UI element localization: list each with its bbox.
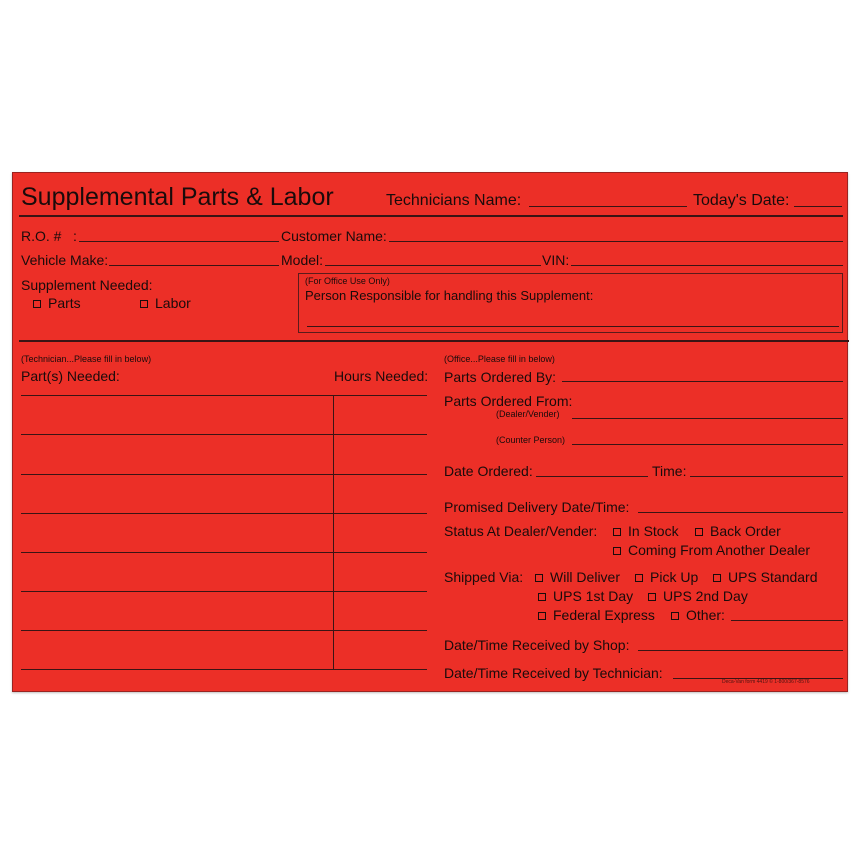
ro-field[interactable] [79,241,279,242]
coming-from-another-dealer-checkbox[interactable] [613,547,621,555]
parts-grid-row-line [21,591,427,592]
parts-needed-label: Part(s) Needed: [21,368,120,384]
technician-note: (Technician...Please fill in below) [21,354,152,364]
form-title: Supplemental Parts & Labor [21,183,334,211]
todays-date-label: Today's Date: [693,192,790,209]
in-stock-label: In Stock [628,523,679,539]
received-by-shop-field[interactable] [638,650,843,651]
parts-grid-row-line [21,669,427,670]
back-order-label: Back Order [710,523,781,539]
date-ordered-label: Date Ordered: [444,463,533,479]
parts-grid-row-line [21,395,427,396]
promised-delivery-field[interactable] [638,512,843,513]
technicians-name-label: Technicians Name: [386,192,522,209]
status-coming-from-another-dealer-option[interactable] [613,543,810,557]
model-field[interactable] [325,265,541,266]
status-label: Status At Dealer/Vender: [444,523,598,539]
shipped-ups-standard-option[interactable] [713,570,818,584]
footer-code: Deca-Van form 4419 © 1-800/367-8576 [722,679,810,685]
coming-from-another-dealer-label: Coming From Another Dealer [628,542,811,558]
shipped-ups-2nd-day-option[interactable] [648,589,748,603]
other-checkbox[interactable] [671,612,679,620]
parts-grid-row-line [21,513,427,514]
office-use-note: (For Office Use Only) [305,276,390,286]
parts-ordered-by-label: Parts Ordered By: [444,369,557,385]
section-divider [19,340,849,342]
customer-name-label: Customer Name: [281,228,387,244]
person-responsible-label: Person Responsible for handling this Supplement: [305,288,594,303]
counter-person-label: (Counter Person) [496,435,566,445]
in-stock-checkbox[interactable] [613,528,621,536]
received-by-technician-label: Date/Time Received by Technician: [444,665,663,681]
dealer-vender-label: (Dealer/Vender) [496,409,560,419]
ups-2nd-day-label: UPS 2nd Day [663,588,748,604]
shipped-pick-up-option[interactable] [635,570,698,584]
ro-colon: : [73,228,77,244]
parts-grid-row-line [21,474,427,475]
supplemental-form-card [12,172,848,692]
other-label: Other: [686,607,725,623]
todays-date-field[interactable] [794,206,842,207]
hours-needed-label: Hours Needed: [334,368,429,384]
supplement-parts-option[interactable] [33,296,81,310]
shipped-ups-1st-day-option[interactable] [538,589,633,603]
date-ordered-field[interactable] [536,476,648,477]
parts-label: Parts [48,295,81,311]
technicians-name-field[interactable] [529,206,687,207]
pick-up-checkbox[interactable] [635,574,643,582]
will-deliver-checkbox[interactable] [535,574,543,582]
ups-standard-label: UPS Standard [728,569,818,585]
other-field[interactable] [731,620,843,621]
parts-grid-row-line [21,434,427,435]
federal-express-checkbox[interactable] [538,612,546,620]
parts-ordered-by-field[interactable] [562,381,843,382]
parts-ordered-from-label: Parts Ordered From: [444,393,573,409]
ups-2nd-day-checkbox[interactable] [648,593,656,601]
status-in-stock-option[interactable] [613,524,679,538]
parts-grid-row-line [21,552,427,553]
labor-label: Labor [155,295,191,311]
time-field[interactable] [690,476,843,477]
parts-checkbox[interactable] [33,300,41,308]
federal-express-label: Federal Express [553,607,655,623]
received-by-shop-label: Date/Time Received by Shop: [444,637,630,653]
shipped-federal-express-option[interactable] [538,608,655,622]
header-divider [19,215,843,217]
supplement-labor-option[interactable] [140,296,191,310]
shipped-via-label: Shipped Via: [444,569,524,585]
will-deliver-label: Will Deliver [550,569,620,585]
shipped-other-option[interactable] [671,608,725,622]
ups-1st-day-label: UPS 1st Day [553,588,634,604]
shipped-will-deliver-option[interactable] [535,570,620,584]
status-back-order-option[interactable] [695,524,781,538]
supplement-needed-label: Supplement Needed: [21,277,153,293]
person-responsible-field[interactable] [307,326,839,327]
vehicle-make-field[interactable] [109,265,279,266]
labor-checkbox[interactable] [140,300,148,308]
vehicle-make-label: Vehicle Make: [21,252,109,268]
parts-grid-row-line [21,630,427,631]
ups-standard-checkbox[interactable] [713,574,721,582]
vin-label: VIN: [542,252,570,268]
ups-1st-day-checkbox[interactable] [538,593,546,601]
back-order-checkbox[interactable] [695,528,703,536]
customer-name-field[interactable] [389,241,843,242]
ro-label: R.O. # [21,228,62,244]
vin-field[interactable] [571,265,843,266]
counter-person-field[interactable] [572,444,843,445]
promised-delivery-label: Promised Delivery Date/Time: [444,499,630,515]
model-label: Model: [281,252,324,268]
time-label: Time: [652,463,687,479]
dealer-vender-field[interactable] [572,418,843,419]
pick-up-label: Pick Up [650,569,699,585]
parts-grid-column-line [333,395,334,669]
office-note: (Office...Please fill in below) [444,354,555,364]
